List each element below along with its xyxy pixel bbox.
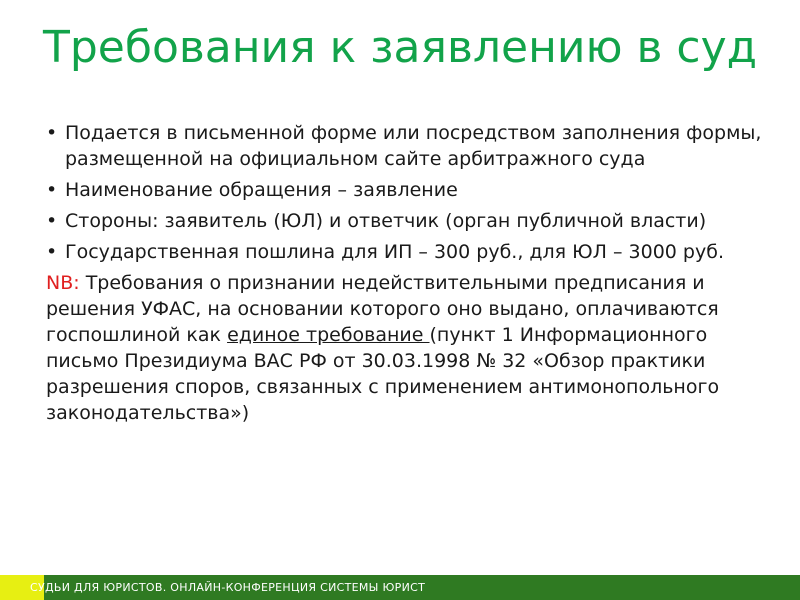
slide-content <box>46 120 766 426</box>
nb-text-after: (пункт 1 Информационного письмо Президиума ВАС РФ от 30.03.1998 № 32 «Обзор практики разрешения споров, связанных с применением антимонопольного законодательства») <box>46 324 720 424</box>
slide-title: Требования к заявлению в суд <box>42 22 758 73</box>
nb-text-before: Требования о признании недействительными предписания и решения УФАС, на основании которого оно выдано, оплачиваются госпошлиной как <box>46 272 719 346</box>
bullet-item <box>46 208 766 234</box>
bullet-text: Стороны: заявитель (ЮЛ) и ответчик (орган публичной власти) <box>65 210 707 232</box>
bullet-text: Государственная пошлина для ИП – 300 руб., для ЮЛ – 3000 руб. <box>65 241 724 263</box>
bullet-item <box>46 120 766 172</box>
footer-text: СУДЬИ ДЛЯ ЮРИСТОВ. ОНЛАЙН-КОНФЕРЕНЦИЯ СИСТЕМЫ ЮРИСТ <box>30 581 426 594</box>
nb-label: NB: <box>46 272 80 294</box>
bullet-item <box>46 177 766 203</box>
bullet-list <box>46 120 766 265</box>
bullet-item <box>46 239 766 265</box>
bullet-dot-icon: • <box>46 210 58 232</box>
bullet-dot-icon: • <box>46 241 58 263</box>
bullet-text: Наименование обращения – заявление <box>65 179 458 201</box>
bullet-text: Подается в письменной форме или посредством заполнения формы, размещенной на официальном сайте арбитражного суда <box>65 122 762 170</box>
footer-bar <box>0 575 800 600</box>
nb-paragraph <box>46 270 766 426</box>
bullet-dot-icon: • <box>46 122 58 144</box>
nb-underlined-text: единое требование <box>227 324 430 346</box>
bullet-dot-icon: • <box>46 179 58 201</box>
